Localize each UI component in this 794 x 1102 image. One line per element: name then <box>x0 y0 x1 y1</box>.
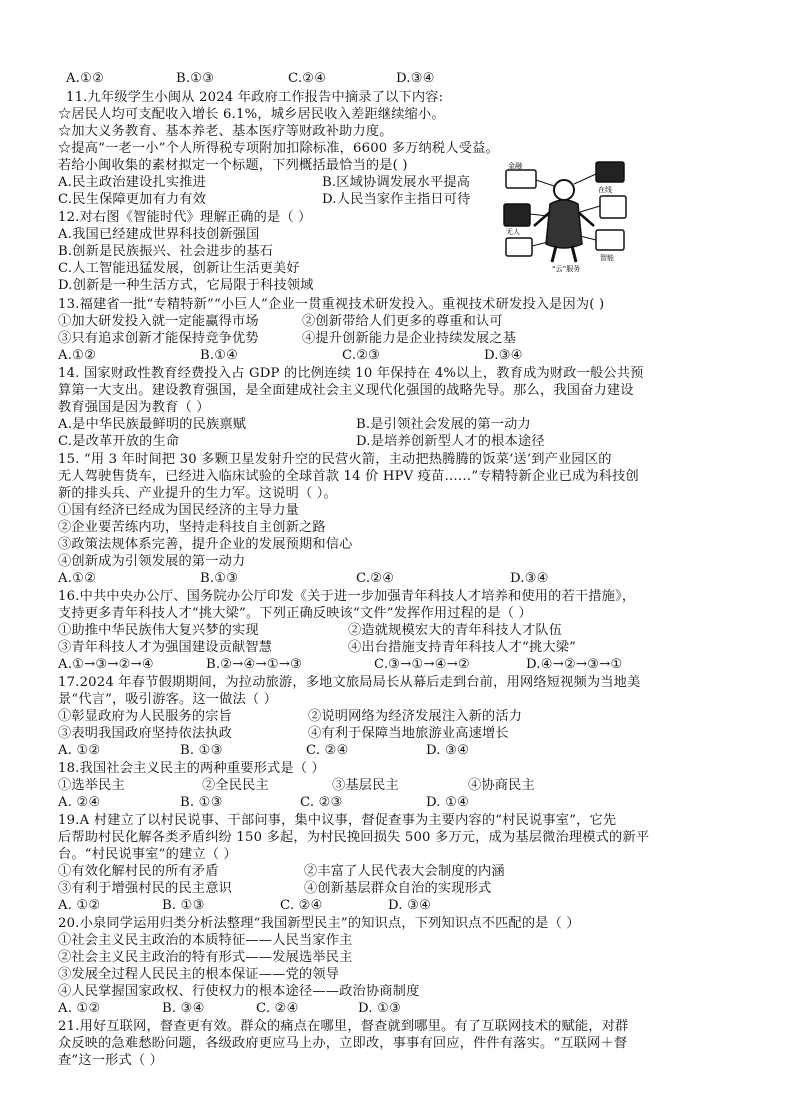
q12-option-d: D.创新是一种生活方式，它局限于科技领域 <box>58 278 314 293</box>
q18-statement-2: ②全民民主 <box>202 778 269 793</box>
option-c: C. ②④ <box>306 743 349 758</box>
q20-statement-2: ②社会主义民主政治的特有形式——发展选举民主 <box>58 950 353 965</box>
q11-ask: 若给小闽收集的素材拟定一个标题，下列概括最恰当的是( ) <box>58 158 408 173</box>
option-a: A.①→③→②→④ <box>58 657 154 672</box>
q18-statement-4: ④协商民主 <box>468 778 535 793</box>
q11-item-3: ☆提高“一老一小”个人所得税专项附加扣除标准，6600 多万纳税人受益。 <box>58 141 499 156</box>
smart-era-cartoon <box>500 156 630 274</box>
q13-statement-1: ①加大研发投入就一定能赢得市场 <box>58 314 259 329</box>
q16-statement-3: ③青年科技人才为强国建设贡献智慧 <box>58 640 273 655</box>
q19-statement-1: ①有效化解村民的所有矛盾 <box>58 864 219 879</box>
q15-statement-3: ③政策法规体系完善，提升企业的发展预期和信心 <box>58 537 353 552</box>
q13-statement-4: ④提升创新能力是企业持续发展之基 <box>302 331 517 346</box>
q17-statement-3: ③表明我国政府坚持依法执政 <box>58 726 233 741</box>
q17-statement-4: ④有利于保障当地旅游业高速增长 <box>308 726 509 741</box>
option-b: B. ③④ <box>162 1001 205 1016</box>
option-b: B.①③ <box>200 571 239 586</box>
q12-option-c: C.人工智能迅猛发展，创新让生活更美好 <box>58 261 300 276</box>
q11-item-2: ☆加大义务教育、基本养老、基本医疗等财政补助力度。 <box>58 124 393 139</box>
device-icon <box>504 204 530 226</box>
option-a: A.①② <box>58 571 97 586</box>
q14-option-a: A.是中华民族最鲜明的民族禀赋 <box>58 417 247 432</box>
option-c: C.②③ <box>342 348 381 363</box>
q19-statement-3: ③有利于增强村民的民主意识 <box>58 881 233 896</box>
q15-statement-1: ①国有经济已经成为国民经济的主导力量 <box>58 503 299 518</box>
q17-line-2: 景“代言”，吸引游客。这一做法（ ） <box>58 692 278 707</box>
q20-statement-1: ①社会主义民主政治的本质特征——人民当家作主 <box>58 933 353 948</box>
option-d: D.③④ <box>396 71 435 86</box>
option-d: D.③④ <box>510 571 549 586</box>
option-c: C.②④ <box>288 71 327 86</box>
q21-line-2: 众反映的急难愁盼问题，各级政府更应马上办，立即改，事事有回应，件件有落实。“互联网＋督 <box>58 1036 628 1051</box>
q15-line-1: 15. “用 3 年时间把 30 多颗卫星发射升空的民营火箭，主动把热腾腾的饭菜‘送’到产业园区的 <box>58 452 612 467</box>
figure-label: 在线 <box>598 186 612 194</box>
option-d: D. ①③ <box>358 1001 402 1016</box>
q16-line-1: 16.中共中央办公厅、国务院办公厅印发《关于进一步加强青年科技人才培养和使用的若干措施》， <box>58 589 636 604</box>
q13-statement-3: ③只有追求创新才能保持竞争优势 <box>58 331 259 346</box>
option-a: A. ①② <box>58 1001 101 1016</box>
option-b: B. ①③ <box>180 795 223 810</box>
q16-line-2: 支持更多青年科技人才“挑大梁”。下列正确反映该“文件”发挥作用过程的是（ ） <box>58 606 532 621</box>
q11-option-c: C.民生保障更加有力有效 <box>58 192 207 207</box>
q19-line-3: 台。“村民说事室”的建立（ ） <box>58 847 237 862</box>
option-c: C.③→①→④→② <box>374 657 471 672</box>
q18-stem: 18.我国社会主义民主的两种重要形式是（ ） <box>58 761 325 776</box>
option-a: A. ②④ <box>58 795 101 810</box>
option-d: D. ③④ <box>388 898 432 913</box>
option-a: A.①② <box>58 348 97 363</box>
q15-statement-2: ②企业要苦练内功，坚持走科技自主创新之路 <box>58 520 326 535</box>
option-c: C.②④ <box>356 571 395 586</box>
q12-option-b: B.创新是民族振兴、社会进步的基石 <box>58 244 274 259</box>
q17-statement-2: ②说明网络为经济发展注入新的活力 <box>308 709 523 724</box>
q14-option-c: C.是改革开放的生命 <box>58 434 180 449</box>
q14-line-1: 14. 国家财政性教育经费投入占 GDP 的比例连续 10 年保持在 4%以上，教育成为财政一般公共预 <box>58 366 644 381</box>
q14-line-3: 教育强国是因为教育（ ） <box>58 400 210 415</box>
q16-statement-4: ④出台措施支持青年科技人才“挑大梁” <box>348 640 577 655</box>
option-b: B. ①③ <box>180 743 223 758</box>
option-b: B.①④ <box>200 348 239 363</box>
q11-option-d: D.人民当家作主指日可待 <box>322 192 471 207</box>
q14-option-d: D.是培养创新型人才的根本途径 <box>356 434 545 449</box>
option-a: A.①② <box>66 71 105 86</box>
figure-label: 无人 <box>506 228 520 236</box>
q16-statement-2: ②造就规模宏大的青年科技人才队伍 <box>348 623 563 638</box>
q11-stem: 11.九年级学生小闽从 2024 年政府工作报告中摘录了以下内容: <box>66 90 444 105</box>
q19-line-1: 19.A 村建立了以村民说事、干部问事，集中议事，督促查事为主要内容的“村民说事室”，它先 <box>58 813 617 828</box>
option-c: C. ②③ <box>300 795 343 810</box>
q17-line-1: 17.2024 年春节假期期间，为拉动旅游，多地文旅局局长从幕后走到台前，用网络短视频为当地美 <box>58 675 641 690</box>
figure-label: 智能 <box>600 254 614 262</box>
q18-statement-1: ①选举民主 <box>58 778 125 793</box>
option-d: D. ①④ <box>426 795 470 810</box>
option-c: C. ②④ <box>256 1001 299 1016</box>
option-a: A. ①② <box>58 898 101 913</box>
q15-statement-4: ④创新成为引领发展的第一动力 <box>58 554 246 569</box>
option-b: B.①③ <box>176 71 215 86</box>
q20-statement-3: ③发展全过程人民民主的根本保证——党的领导 <box>58 967 340 982</box>
q13-stem: 13.福建省一批“专精特新”“小巨人”企业一贯重视技术研发投入。重视技术研发投入是因为( ) <box>58 297 605 312</box>
q14-line-2: 算第一大支出。建设教育强国，是全面建成社会主义现代化强国的战略先导。那么，我国奋力建设 <box>58 383 634 398</box>
q11-option-a: A.民主政治建设扎实推进 <box>58 175 206 190</box>
figure-body <box>546 200 582 248</box>
option-d: D.③④ <box>484 348 523 363</box>
q11-item-1: ☆居民人均可支配收入增长 6.1%，城乡居民收入差距继续缩小。 <box>58 107 445 122</box>
option-b: B. ①③ <box>162 898 205 913</box>
q20-statement-4: ④人民掌握国家政权、行使权力的根本途径——政治协商制度 <box>58 984 420 999</box>
q16-statement-1: ①助推中华民族伟大复兴梦的实现 <box>58 623 259 638</box>
figure-label: 金融 <box>508 162 522 170</box>
option-c: C. ②④ <box>280 898 323 913</box>
option-d: D. ③④ <box>426 743 470 758</box>
figure-caption: “云”服务 <box>552 265 581 273</box>
q15-line-3: 新的排头兵、产业提升的生力军。这说明（ ）。 <box>58 486 337 501</box>
q13-statement-2: ②创新带给人们更多的尊重和认可 <box>302 314 503 329</box>
q14-option-b: B.是引领社会发展的第一动力 <box>356 417 531 432</box>
q15-line-2: 无人驾驶售货车，已经进入临床试验的全球首款 14 价 HPV 疫苗……”专精特新企业已成为科技创 <box>58 469 639 484</box>
q12-stem: 12.对右图《智能时代》理解正确的是（ ） <box>58 210 312 225</box>
device-icon <box>596 162 624 182</box>
option-b: B.②→④→①→③ <box>206 657 303 672</box>
option-a: A. ①② <box>58 743 101 758</box>
q21-line-1: 21.用好互联网，督查更有效。群众的痛点在哪里，督查就到哪里。有了互联网技术的赋能，对群 <box>58 1019 629 1034</box>
q19-line-2: 后帮助村民化解各类矛盾纠纷 150 多起，为村民挽回损失 500 多万元，成为基层微治理模式的新平 <box>58 830 650 845</box>
q17-statement-1: ①彰显政府为人民服务的宗旨 <box>58 709 233 724</box>
q20-stem: 20.小泉同学运用归类分析法整理“我国新型民主”的知识点，下列知识点不匹配的是（ ） <box>58 916 580 931</box>
q19-statement-4: ④创新基层群众自治的实现形式 <box>304 881 492 896</box>
q18-statement-3: ③基层民主 <box>332 778 399 793</box>
q12-option-a: A.我国已经建成世界科技创新强国 <box>58 227 260 242</box>
q19-statement-2: ②丰富了人民代表大会制度的内涵 <box>304 864 505 879</box>
option-d: D.④→②→③→① <box>526 657 623 672</box>
q21-line-3: 查”这一形式（ ） <box>58 1053 164 1068</box>
q11-option-b: B.区域协调发展水平提高 <box>322 175 471 190</box>
